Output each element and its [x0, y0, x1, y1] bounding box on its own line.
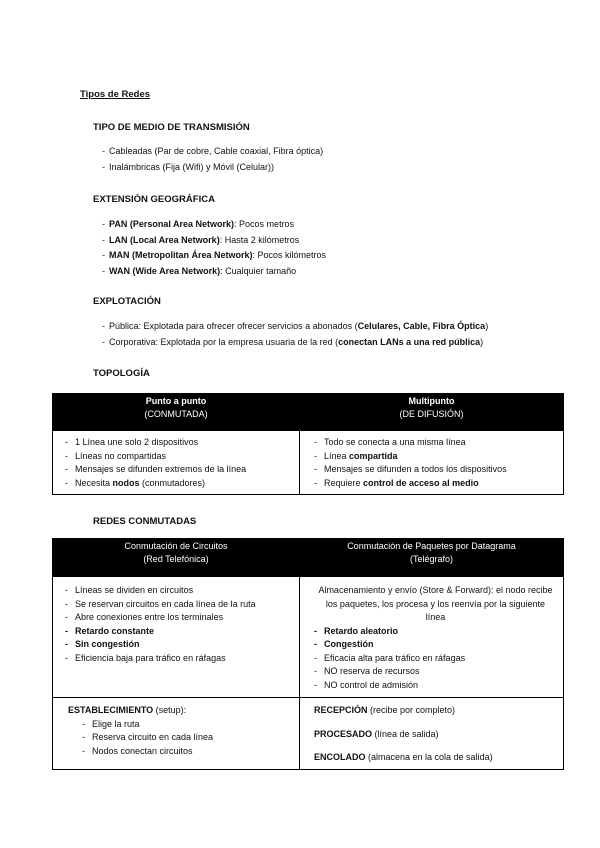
- list-item: - Pública: Explotada para ofrecer ofrecer servicios a abonados (Celulares, Cable, Fibra Óptica): [102, 321, 489, 331]
- list-item: - Mensajes se difunden a todos los dispositivos: [314, 464, 507, 474]
- list-item: - Se reservan circuitos en cada línea de la ruta: [65, 598, 256, 609]
- list-item: - Abre conexiones entre los terminales: [65, 612, 224, 622]
- list-item: - 1 Línea une solo 2 dispositivos: [65, 437, 199, 447]
- topologia-header-punto: Punto a punto (CONMUTADA): [53, 394, 300, 431]
- topologia-cell-punto: [53, 431, 300, 495]
- list-item: - Reserva circuito en cada línea: [82, 732, 214, 742]
- encolado-text: ENCOLADO (almacena en la cola de salida): [314, 752, 493, 762]
- section-heading-conmutadas: REDES CONMUTADAS: [93, 516, 197, 527]
- section-heading-extension: EXTENSIÓN GEOGRÁFICA: [93, 194, 215, 205]
- list-item: - Mensajes se difunden extremos de la línea: [65, 464, 247, 474]
- conmutadas-table: [52, 538, 564, 770]
- recepcion-cell: [300, 698, 564, 770]
- page-title: Tipos de Redes: [80, 89, 151, 100]
- list-item: - Retardo constante: [65, 625, 155, 636]
- list-item: - Congestión: [314, 639, 374, 649]
- list-item: - LAN (Local Area Network): Hasta 2 kilómetros: [102, 235, 300, 245]
- list-item: - MAN (Metropolitan Área Network): Pocos kilómetros: [102, 250, 327, 260]
- establecimiento-cell: ESTABLECIMIENTO (setup): - Elige la ruta - Reserva circuito en cada línea - Nodos conectan circuitos: [53, 698, 300, 770]
- store-forward-text: Almacenamiento y envío (Store & Forward): el nodo recibe los paquetes, los procesa y los reenvía por la siguiente línea: [318, 585, 553, 622]
- conmutadas-cell-circuitos: [53, 577, 300, 698]
- list-item: - Cableadas (Par de cobre, Cable coaxial, Fibra óptica): [102, 146, 324, 156]
- topologia-table: [52, 393, 564, 495]
- section-heading-explotacion: EXPLOTACIÓN: [93, 296, 161, 307]
- list-item: - WAN (Wide Area Network): Cualquier tamaño: [102, 266, 297, 276]
- section-heading-topologia: TOPOLOGÍA: [93, 368, 150, 379]
- conmutadas-cell-paquetes: [300, 577, 564, 698]
- recepcion-text: RECEPCIÓN (recibe por completo): [314, 705, 456, 715]
- list-item: - Líneas no compartidas: [65, 450, 167, 461]
- topologia-header-multipunto: Multipunto (DE DIFUSIÓN): [300, 394, 564, 431]
- list-item: - Requiere control de acceso al medio: [314, 477, 479, 488]
- list-item: - Corporativa: Explotada por la empresa usuaria de la red (conectan LANs a una red pública): [102, 337, 484, 347]
- list-item: - Línea compartida: [314, 450, 398, 461]
- conmutadas-header-circuitos: Conmutación de Circuitos (Red Telefónica): [53, 539, 300, 577]
- list-item: - Eficiencia baja para tráfico en ráfagas: [65, 652, 226, 663]
- list-item: - Elige la ruta: [82, 718, 140, 729]
- section-heading-medio: TIPO DE MEDIO DE TRANSMISIÓN: [93, 122, 250, 133]
- list-item: - Eficacia alta para tráfico en ráfagas: [314, 652, 466, 663]
- conmutadas-header-paquetes: Conmutación de Paquetes por Datagrama (Telégrafo): [300, 539, 564, 577]
- list-item: - Sin congestión: [65, 639, 140, 649]
- list-item: - PAN (Personal Area Network): Pocos metros: [102, 219, 295, 229]
- procesado-text: PROCESADO (línea de salida): [314, 728, 439, 739]
- list-item: - NO control de admisión: [314, 679, 419, 690]
- list-item: - NO reserva de recursos: [314, 666, 420, 676]
- list-item: - Todo se conecta a una misma línea: [314, 437, 466, 447]
- list-item: - Líneas se dividen en circuitos: [65, 585, 194, 595]
- list-item: - Nodos conectan circuitos: [82, 745, 193, 756]
- list-item: - Necesita nodos (conmutadores): [65, 477, 206, 488]
- list-item: - Inalámbricas (Fija (Wifi) y Móvil (Celular)): [102, 162, 275, 172]
- topologia-cell-multipunto: [300, 431, 564, 495]
- list-item: - Retardo aleatorio: [314, 625, 399, 636]
